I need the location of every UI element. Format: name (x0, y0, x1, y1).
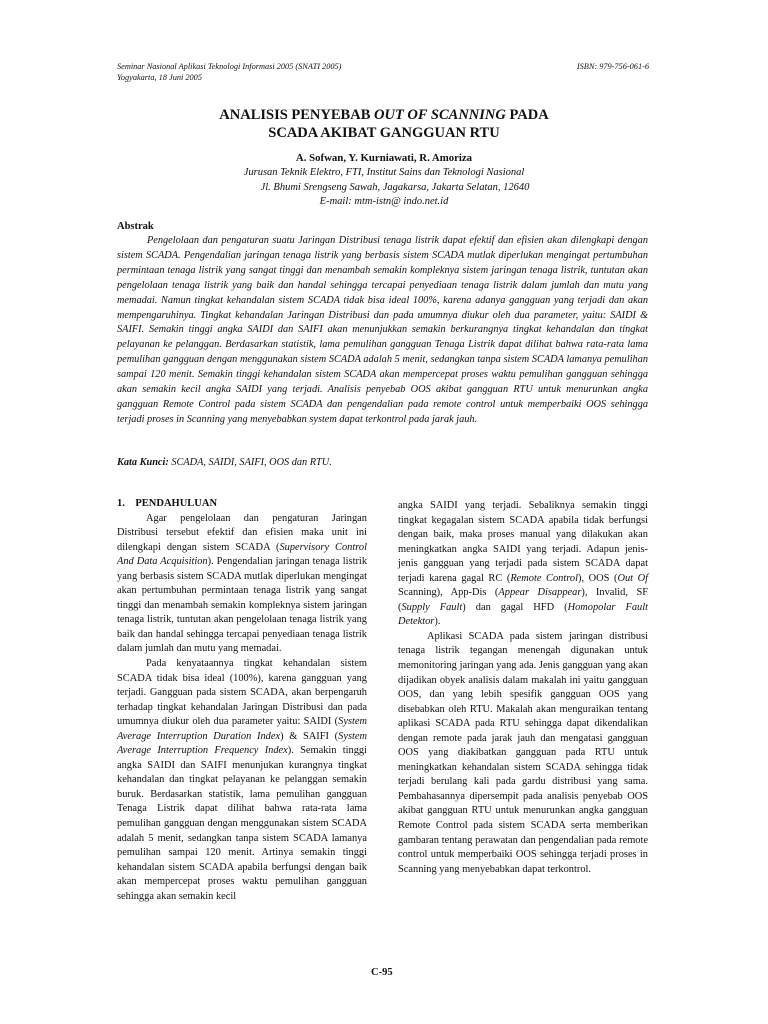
affiliation-address: Jl. Bhumi Srengseng Sawah, Jagakarsa, Jakarta Selatan, 12640 (260, 181, 530, 193)
italic-term: Supervisory Control And Data Acquisition (117, 541, 367, 568)
italic-term: Homopolar Fault Detektor (398, 601, 649, 628)
title-prefix: ANALISIS PENYEBAB (219, 107, 374, 123)
text-run: ) & SAIFI ( (280, 730, 339, 742)
italic-term: System Average Interruption Frequency Index (117, 730, 368, 757)
text-run: Pada kenyataannya tingkat kehandalan sistem SCADA tidak bisa ideal (100%), karena gangguan yang terjadi. Gangguan pada sistem SCADA, akan berpengaruh terhadap tingkat kehandalan Jaringan Distribusi dan pada umumnya diukur oleh dua parameter yaitu: SAIDI ( (117, 658, 367, 728)
affiliation-email: E-mail: mtm-istn@ indo.net.id (319, 196, 449, 207)
title-italic: OUT OF SCANNING (374, 107, 506, 123)
italic-term: Appear Disappear (498, 587, 582, 599)
page-number: C-95 (371, 967, 393, 978)
right-paragraphs (398, 499, 648, 877)
keywords (117, 457, 332, 468)
column-right (398, 499, 648, 877)
body-paragraph (398, 630, 648, 877)
title-line-2: SCADA AKIBAT GANGGUAN RTU (268, 125, 500, 141)
text-run: ), Invalid, SF ( (398, 587, 649, 613)
title-line-1 (0, 106, 768, 124)
left-paragraphs (117, 512, 367, 905)
conference-location-date: Yogyakarta, 18 Juni 2005 (117, 72, 202, 82)
title-suffix: PADA (505, 107, 549, 123)
abstract-text: Pengelolaan dan pengaturan suatu Jaringan Distribusi tenaga listrik dapat efektif dan efisien akan dilengkapi dengan sistem SCADA. Pengendalian jaringan tenaga listrik yang berbasis sistem SCADA mutlak diperlukan mengingat pertumbuhan permintaan tenaga listrik yang sangat tinggi dan menambah semakin kompleknya sistem jaringan tenaga listrik, tuntutan akan pengelolaan tenaga listrik yang baik dan handal sehingga tercapai penyediaan tenaga listrik dalam jumlah dan mutu yang memadai. Namun tingkat kehandalan sistem SCADA tidak bisa ideal 100%, karena adanya gangguan yang terjadi dan akan mempengaruhinya. Tingkat kehandalan Jaringan Distribusi dan pada umumnya diukur oleh dua parameter, yaitu: SAIDI & SAIFI. Semakin tinggi angka SAIDI dan SAIFI akan menunjukkan semakin berkurangnya tingkat kehandalan dan tingkat pelayanan ke pelanggan. Berdasarkan statistik, lama pemulihan gangguan Tenaga Listrik dapat dilihat bahwa rata-rata lama pemulihan gangguan dengan menggunakan sistem SCADA adalah 5 menit, sedangkan tanpa sistem SCADA lamanya pemulihan sampai 120 menit. Semakin tinggi kehandalan sistem SCADA akan mempercepat proses waktu pemulihan gangguan sehingga akan semakin kecil angka SAIDI yang terjadi. Analisis penyebab OOS akibat gangguan RTU untuk menurunkan angka gangguan Remote Control pada sistem SCADA dan pengendalian pada remote control untuk memperbaiki OOS sehingga terjadi proses in Scanning yang menyebabkan system dapat terkontrol pada jarak jauh. (117, 235, 648, 425)
authors: A. Sofwan, Y. Kurniawati, R. Amoriza (295, 152, 473, 164)
text-run: Agar pengelolaan dan pengaturan Jaringan Distribusi tersebut efektif dan efisien maka unit ini dilengkapi dengan sistem SCADA ( (117, 512, 367, 553)
text-run: ), OOS ( (578, 572, 618, 584)
italic-term: Out Of (617, 572, 649, 584)
keywords-value: SCADA, SAIDI, SAIFI, OOS dan RTU. (168, 457, 332, 468)
text-run: ). Pengendalian jaringan tenaga listrik yang berbasis sistem SCADA mutlak diperlukan mengingat akan pertumbuhan permintaan tenaga listrik yang sangat tinggi dan menambah semakin kompleknya sistem jaringan tenaga listrik, tuntutan akan pengelolaan tenaga listrik yang baik dan handal sehingga tercapai penyediaan tenaga listrik dalam jumlah dan mutu yang memadai. (117, 556, 368, 655)
italic-term: System Average Interruption Duration Index (117, 716, 367, 742)
italic-term: Remote Control (510, 572, 579, 584)
text-run: ) dan gagal HFD ( (462, 601, 568, 613)
text-run: Scanning), App-Dis ( (398, 587, 499, 599)
conference-name: Seminar Nasional Aplikasi Teknologi Informasi 2005 (SNATI 2005) (117, 62, 342, 71)
section-heading: 1. PENDAHULUAN (117, 498, 218, 509)
body-paragraph (117, 657, 367, 904)
paper-title (0, 106, 768, 142)
text-run: ). Semakin tinggi angka SAIDI dan SAIFI menunjukan kurangnya tingkat kehandalan dan tingkat pelayanan ke pelanggan semakin buruk. Berdasarkan statistik, lama pemulihan gangguan Tenaga Listrik dapat dilihat bahwa rata-rata lama pemulihan gangguan dengan menggunakan sistem SCADA adalah 5 menit, sedangkan tanpa sistem SCADA lamanya pemulihan sampai 120 menit. Artinya semakin tinggi kehandalan sistem SCADA apabila berfungsi dengan baik akan mempercepat proses waktu pemulihan gangguan sehingga akan semakin kecil (117, 745, 367, 902)
isbn: ISBN: 979-756-061-6 (576, 62, 649, 71)
text-run: Aplikasi SCADA pada sistem jaringan distribusi tenaga listrik tegangan menengah digunakan untuk memonitoring jaringan yang ada. Jenis gangguan yang akan dijadikan obyek analisis dalam makalah ini yaitu gangguan OOS, dan yang lebih spesifik gangguan OOS yang disebabkan oleh RTU. Makalah akan menguraikan tentang aplikasi SCADA pada RTU sehingga dapat dikendalikan dengan remote pada jarak jauh dan mengatasi gangguan OOS yang diakibatkan gangguan pada RTU untuk meningkatkan kehandalan sistem SCADA sehingga tidak terjadi berulang kali pada gardu distribusi yang sama. Pembahasannya dipersempit pada analisis penyebab OOS akibat gangguan RTU untuk menurunkan angka gangguan Remote Control pada sistem SCADA serta memberikan gambaran tentang perawatan dan pengendalian pada remote control untuk memperbaiki OOS sehingga terjadi proses in Scanning yang menyebabkan dapat terkontrol. (398, 630, 648, 875)
affiliation-institution: Jurusan Teknik Elektro, FTI, Institut Sains dan Teknologi Nasional (243, 167, 525, 178)
column-left (117, 497, 367, 904)
conference-info (117, 62, 341, 83)
body-paragraph (398, 499, 648, 630)
italic-term: Supply Fault (401, 601, 463, 613)
body-paragraph (117, 512, 367, 657)
abstract-heading: Abstrak (117, 221, 154, 232)
keywords-label: Kata Kunci: (117, 457, 169, 468)
text-run: ). (434, 616, 441, 628)
text-run: angka SAIDI yang terjadi. Sebaliknya semakin tinggi tingkat kegagalan sistem SCADA apabila tidak berfungsi dengan baik, maka proses manual yang dilakukan akan meningkatkan angka SAIDI yang terjadi. Adapun jenis-jenis gangguan yang terjadi pada sistem SCADA dapat terjadi karena gagal RC ( (398, 500, 648, 584)
affiliation (0, 166, 768, 210)
